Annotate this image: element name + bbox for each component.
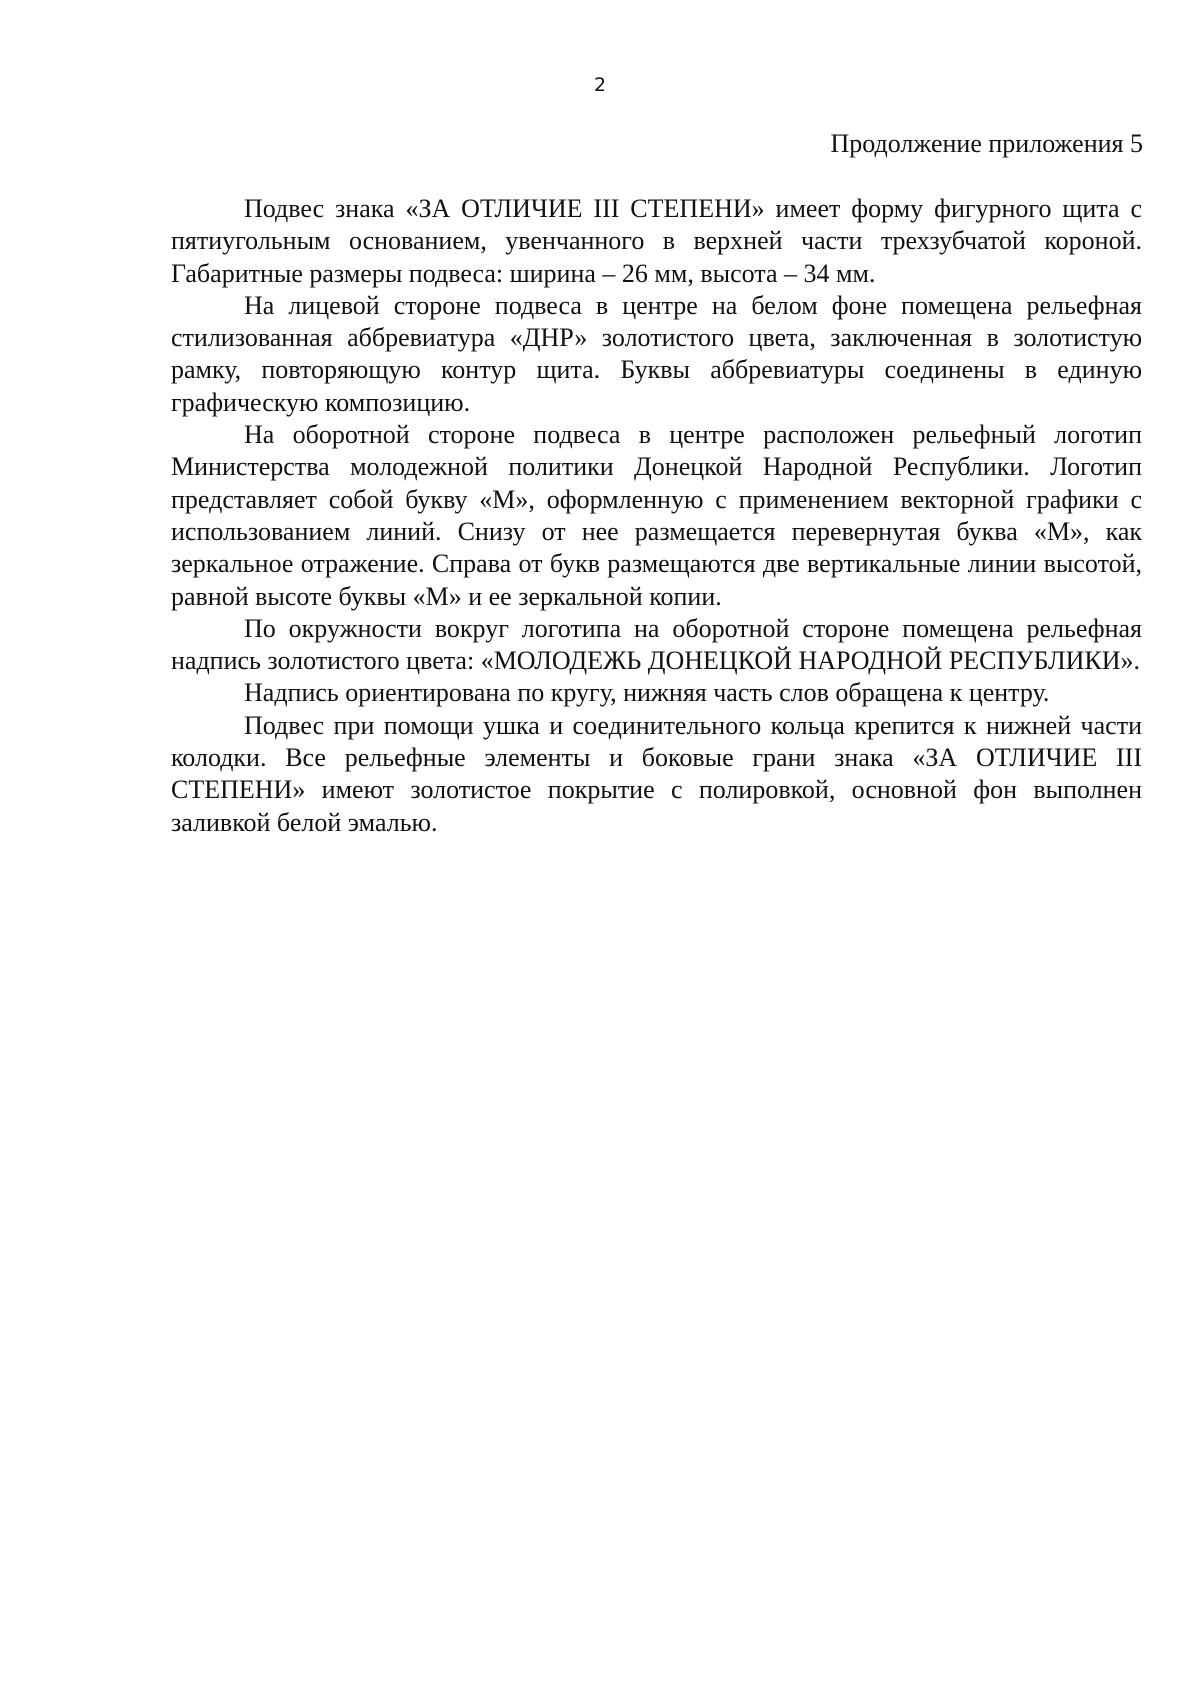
paragraph-inscription-orientation: Надпись ориентирована по кругу, нижняя часть слов обращена к центру. (244, 678, 1050, 708)
appendix-continuation-label: Продолжение приложения 5 (830, 129, 1143, 158)
paragraph-reverse-logo: На оборотной стороне подвеса в центре расположен рельефный логотип Министерства молодежной политики Донецкой Народной Республики. Логотип представляет собой букву «М», оформленную с применением векторной графики с использованием линий. Снизу от нее размещается перевернутая буква «М», как зеркальное отражение. Справа от букв размещаются две вертикальные линии высотой, равной высоте буквы «М» и ее зеркальной копии. (171, 420, 1142, 611)
page-number: 2 (593, 74, 607, 96)
paragraph-front-side: На лицевой стороне подвеса в центре на белом фоне помещена рельефная стилизованная аббревиатура «ДНР» золотистого цвета, заключенная в золотистую рамку, повторяющую контур щита. Буквы аббревиатуры соединены в единую графическую композицию. (171, 290, 1142, 417)
paragraph-attachment-finish: Подвес при помощи ушка и соединительного кольца крепится к нижней части колодки. Все рельефные элементы и боковые грани знака «ЗА ОТЛИЧИЕ III СТЕПЕНИ» имеют золотистое покрытие с полировкой, основной фон выполнен заливкой белой эмалью. (171, 710, 1142, 837)
paragraph-pendant-shape: Подвес знака «ЗА ОТЛИЧИЕ III СТЕПЕНИ» имеет форму фигурного щита с пятиугольным основанием, увенчанного в верхней части трехзубчатой короной. Габаритные размеры подвеса: ширина – 26 мм, высота – 34 мм. (171, 194, 1142, 288)
paragraph-circular-inscription: По окружности вокруг логотипа на оборотной стороне помещена рельефная надпись золотистого цвета: «МОЛОДЕЖЬ ДОНЕЦКОЙ НАРОДНОЙ РЕСПУБЛИКИ». (171, 613, 1142, 676)
document-body (171, 193, 1142, 839)
